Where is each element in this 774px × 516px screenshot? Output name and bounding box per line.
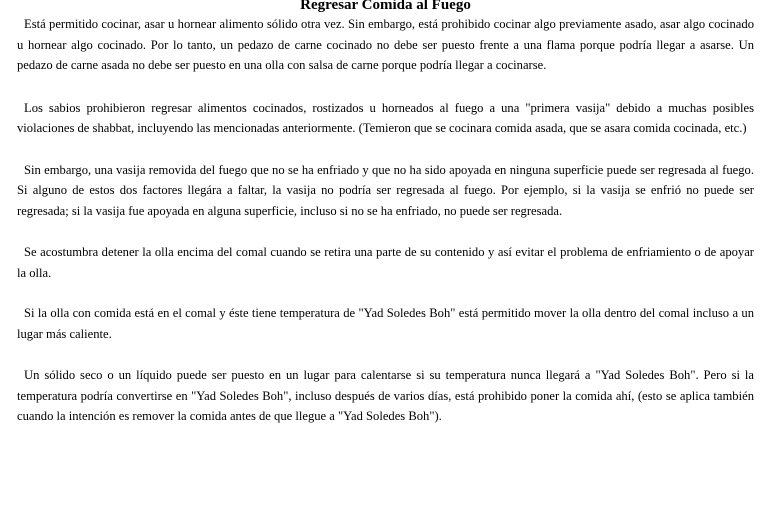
- paragraph-3: Sin embargo, una vasija removida del fuego que no se ha enfriado y que no ha sido apoyada en ninguna superficie puede ser regresada al fuego. Si alguno de estos dos factores llegára a faltar, la vasija no podría ser regresada al fuego. Por ejemplo, si la vasija se enfrió no puede ser regresada; si la vasija fue apoyada en alguna superficie, incluso si no se ha enfriado, no puede ser regresada.: [17, 162, 754, 218]
- paragraph-6: Un sólido seco o un líquido puede ser puesto en un lugar para calentarse si su temperatura nunca llegará a "Yad Soledes Boh". Pero si la temperatura podría convertirse en "Yad Soledes Boh", incluso después de varios días, está prohibido poner la comida ahí, (esto se aplica también cuando la intención es remover la comida antes de que llegue a "Yad Soledes Boh").: [17, 368, 754, 423]
- page-title: Regresar Comida al Fuego: [300, 0, 471, 13]
- document-body: [17, 0, 754, 427]
- paragraph-2: Los sabios prohibieron regresar alimentos cocinados, rostizados u horneados al fuego a una "primera vasija" debido a muchas posibles violaciones de shabbat, incluyendo las mencionadas anteriormente. (Temieron que se cocinara comida asada, que se asara comida cocinada, etc.): [17, 100, 754, 135]
- paragraph-1: Está permitido cocinar, asar u hornear alimento sólido otra vez. Sin embargo, está prohibido cocinar algo previamente asado, asar algo cocinado u hornear algo cocinado. Por lo tanto, un pedazo de carne cocinado no debe ser puesto frente a una flama porque podría llegar a asarse. Un pedazo de carne asada no debe ser puesto en una olla con salsa de carne porque podría llegar a cocinarse.: [17, 17, 754, 72]
- paragraph-4: Se acostumbra detener la olla encima del comal cuando se retira una parte de su contenido y así evitar el problema de enfriamiento o de apoyar la olla.: [17, 245, 754, 280]
- paragraph-5: Si la olla con comida está en el comal y éste tiene temperatura de "Yad Soledes Boh" está permitido mover la olla dentro del comal incluso a un lugar más caliente.: [17, 306, 754, 341]
